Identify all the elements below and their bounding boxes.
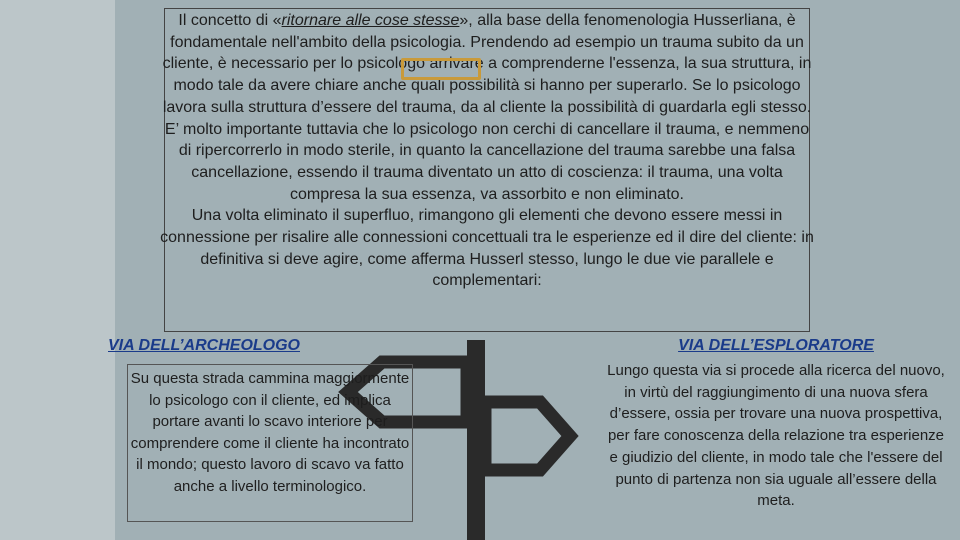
heading-via-esploratore: VIA DELL’ESPLORATORE <box>678 337 874 354</box>
text-via-archeologo: Su questa strada cammina maggiormente lo psicologo con il cliente, ed implica portare avanti lo scavo interiore per comprendere come il cliente ha incontrato il mondo; questo lavoro di scavo va fatto anche a livello terminologico. <box>130 370 410 495</box>
paragraph-3: Una volta eliminato il superfluo, rimangono gli elementi che devono essere messi in connessione per risalire alle connessioni concettuali tra le esperienze ed il dire del cliente: in definitiva si deve agire, come afferma Husserl stesso, lungo le due vie parallele e complementari: <box>160 207 814 290</box>
text-via-esploratore: Lungo questa via si procede alla ricerca del nuovo, in virtù del raggiungimento di una nuova sfera d’essere, ossia per trovare una nuova prospettiva, per fare conoscenza della relazione tra esperienze e giudizio del cliente, in modo tale che l'essere del punto di partenza non sia uguale all’essere della meta. <box>607 362 945 510</box>
intro-before: Il concetto di « <box>178 12 282 29</box>
paragraph-2: E’ molto importante tuttavia che lo psicologo non cerchi di cancellare il trauma, e nemmeno di ripercorrerlo in modo sterile, in quanto la cancellazione del trauma sarebbe una falsa cancellazione, essendo il trauma diventato un atto di coscienza: il trauma, una volta compresa la sua essenza, va assorbito e non eliminato. <box>164 120 810 203</box>
intro-underlined-phrase: ritornare alle cose stesse <box>281 12 460 29</box>
signpost-right-arrow <box>485 402 570 470</box>
heading-via-archeologo: VIA DELL’ARCHEOLOGO <box>108 337 300 354</box>
intro-after: », alla base della fenomenologia Husserliana, è fondamentale nell'ambito della psicologia. Prendendo ad esempio un trauma subito da un cliente, è necessario per lo psicologo arrivare a comprenderne l'essenza, la sua struttura, in modo tale da avere chiare anche quali possibilità si hanno per superarlo. Se lo psicologo lavora sulla struttura d’essere del trauma, da al cliente la possibilità di guardarla egli stesso. <box>162 12 812 116</box>
